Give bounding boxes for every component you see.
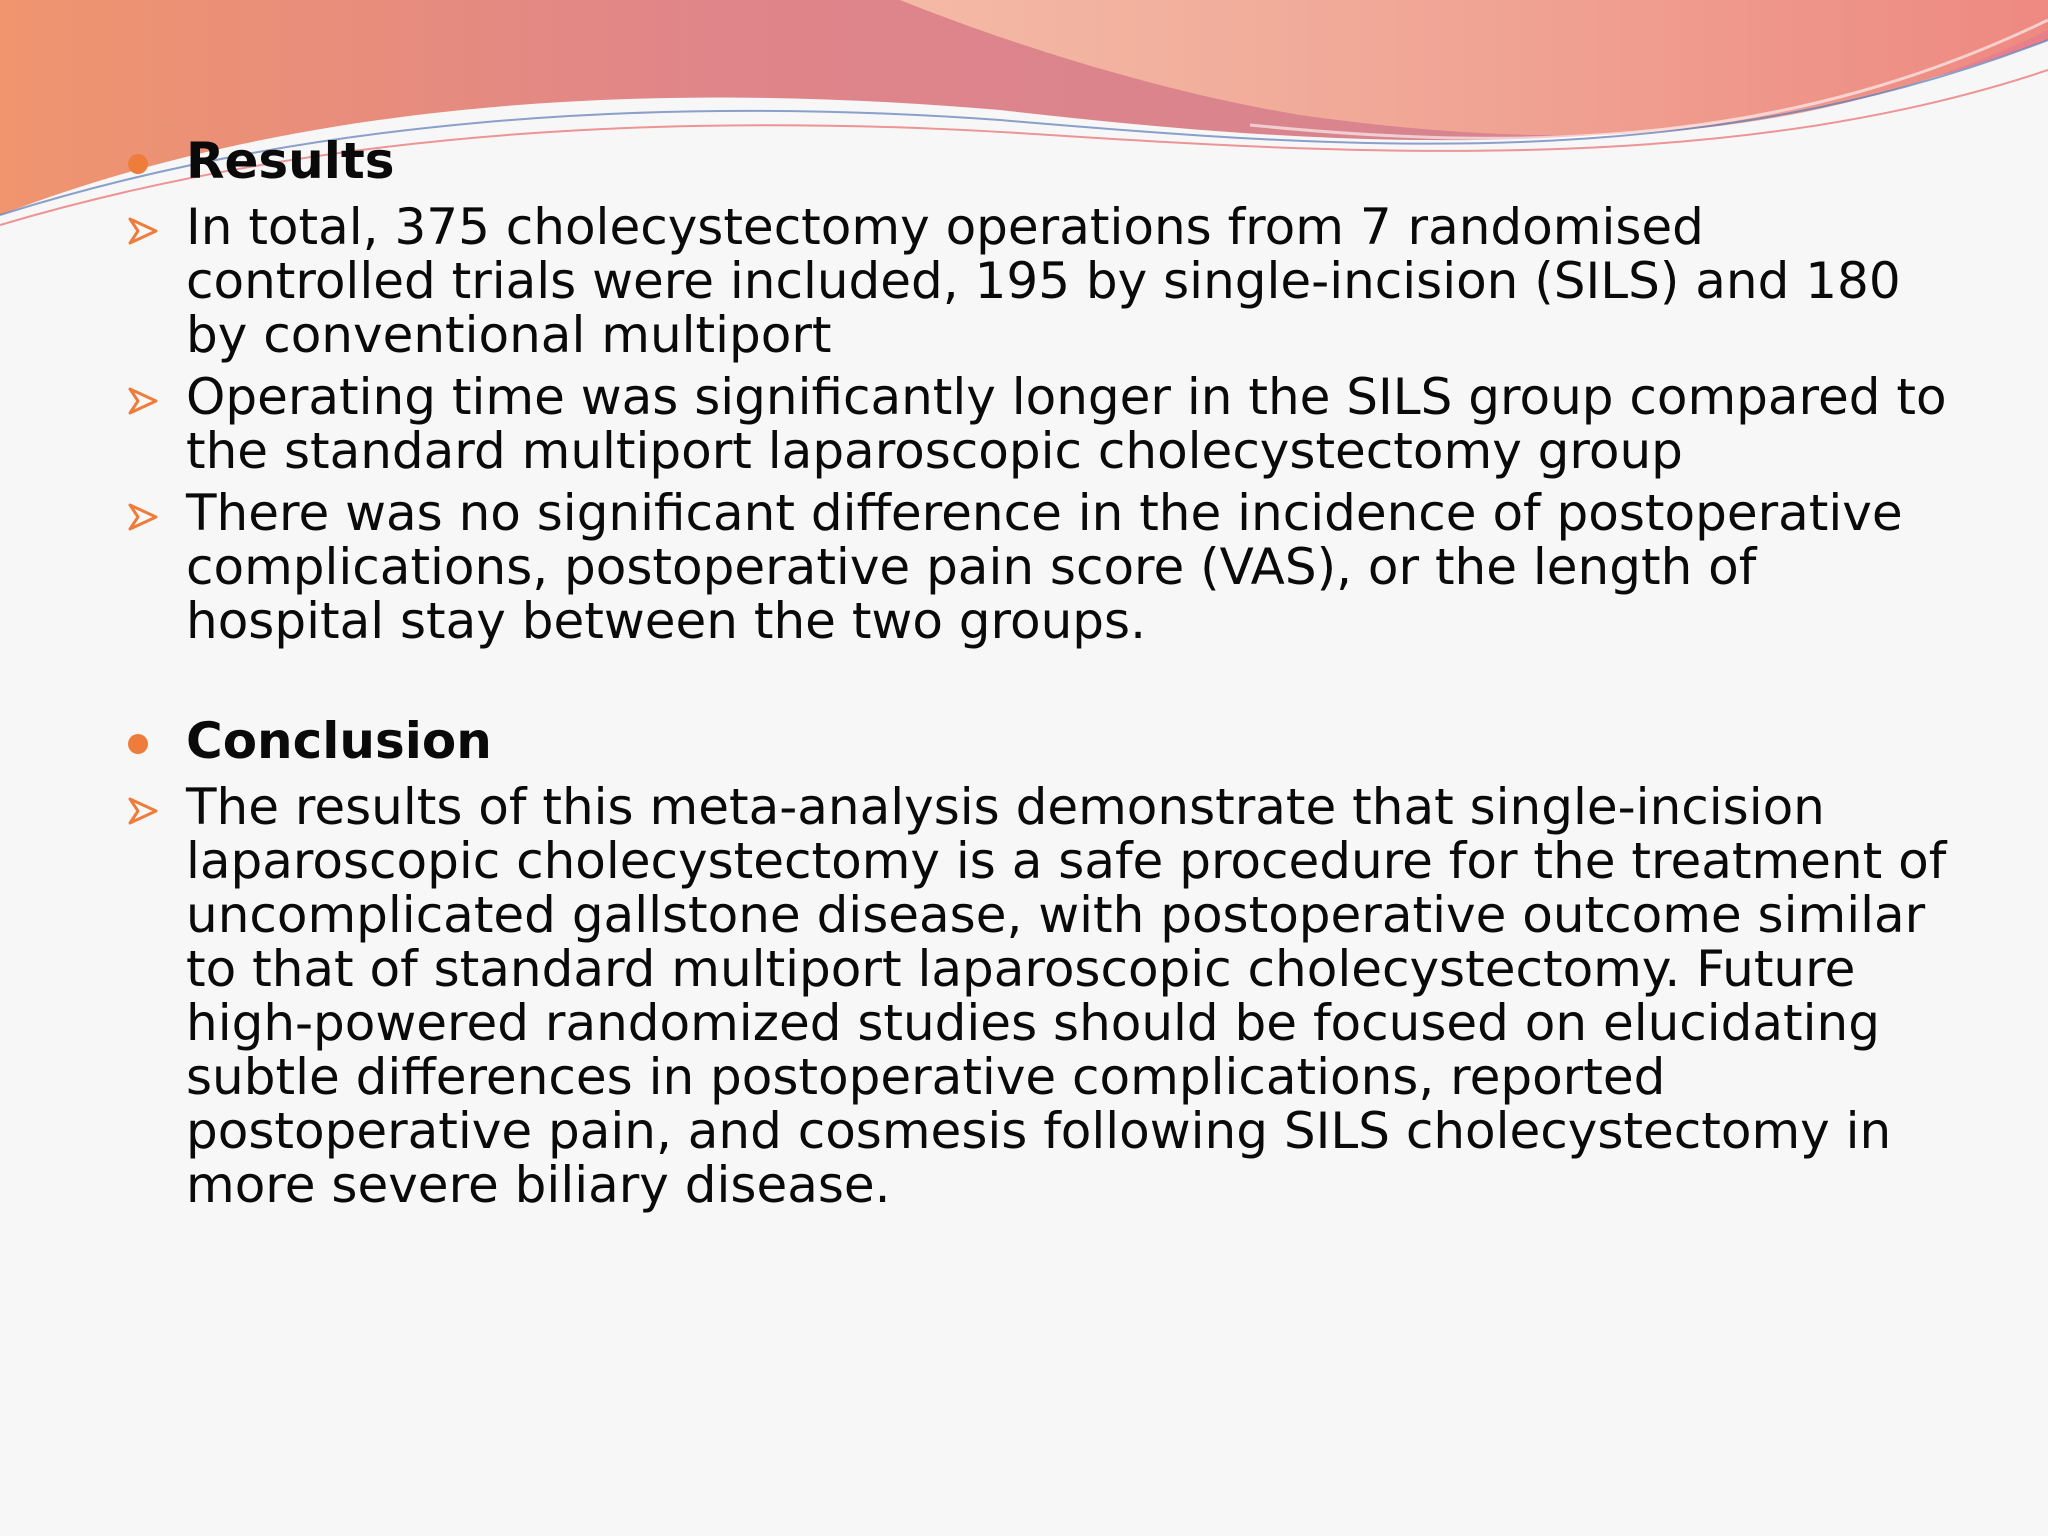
bullet-dot-icon (128, 734, 148, 754)
results-item-text: In total, 375 cholecystectomy operations from 7 randomised controlled trials were included, 195 by single-incision (SILS) and 180 by conventional multiport (186, 198, 1901, 364)
arrow-bullet-icon (126, 502, 162, 532)
bullet-dot-icon (128, 154, 148, 174)
slide-content (126, 130, 1966, 1212)
section-spacer (126, 648, 1966, 710)
arrow-bullet-icon (126, 216, 162, 246)
conclusion-item-text: The results of this meta-analysis demonstrate that single-incision laparoscopic cholecystectomy is a safe procedure for the treatment of uncomplicated gallstone disease, with postoperative outcome similar to that of standard multiport laparoscopic cholecystectomy. Future high-powered randomized studies should be focused on elucidating subtle differences in postoperative complications, reported postoperative pain, and cosmesis following SILS cholecystectomy in more severe biliary disease. (186, 778, 1947, 1214)
arrow-bullet-icon (126, 796, 162, 826)
arrow-bullet-icon (126, 386, 162, 416)
conclusion-item-1 (126, 780, 1966, 1212)
conclusion-heading-text: Conclusion (186, 712, 492, 770)
results-item-text: There was no significant difference in the incidence of postoperative complications, postoperative pain score (VAS), or the length of hospital stay between the two groups. (186, 484, 1903, 650)
results-item-2 (126, 370, 1966, 478)
conclusion-heading (126, 710, 1966, 772)
results-heading (126, 130, 1966, 192)
results-item-1 (126, 200, 1966, 362)
results-item-text: Operating time was significantly longer in the SILS group compared to the standard multiport laparoscopic cholecystectomy group (186, 368, 1947, 480)
results-heading-text: Results (186, 132, 395, 190)
results-item-3 (126, 486, 1966, 648)
